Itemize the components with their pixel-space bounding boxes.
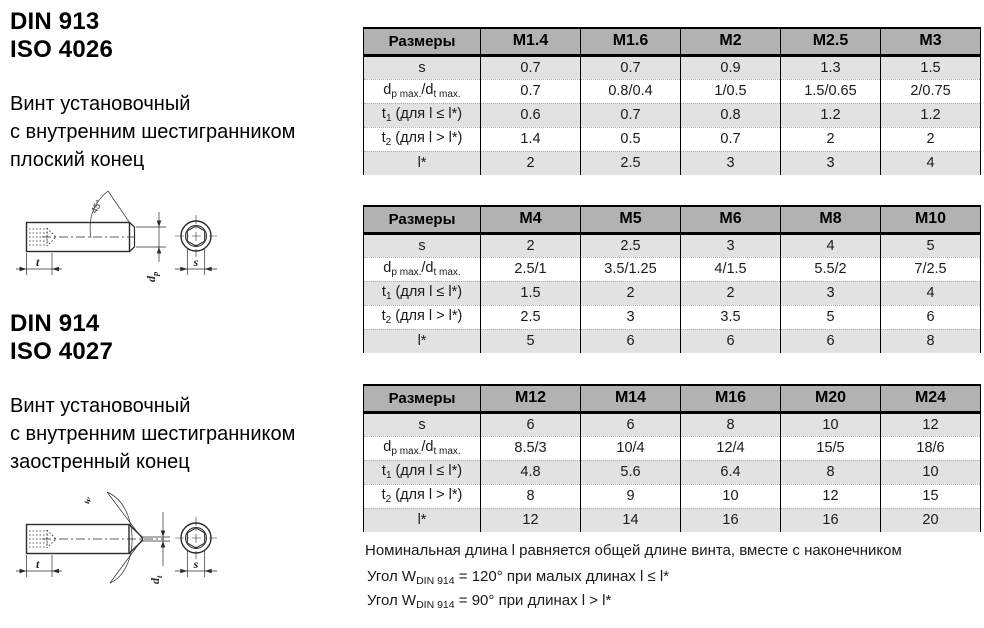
- value-cell: 3.5: [681, 305, 781, 329]
- dimensions-table-m1_4-m3: [363, 27, 981, 175]
- left-column: [0, 0, 352, 628]
- value-cell: 1.5: [481, 281, 581, 305]
- col-header: M14: [581, 385, 681, 412]
- description-line: заостренный конец: [10, 451, 190, 473]
- description-cone-point: [10, 392, 352, 476]
- cone-point-screw-drawing: [12, 484, 244, 586]
- row-lstar: [364, 508, 981, 532]
- row-label-dp-dt: $d_{p max.}/d_{t max.}$: [364, 257, 481, 281]
- value-cell: 10: [781, 412, 881, 436]
- row-t1: [364, 103, 981, 127]
- row-label-dp-dt: $d_{p max.}/d_{t max.}$: [364, 79, 481, 103]
- value-cell: 1.2: [881, 103, 981, 127]
- value-cell: 14: [581, 508, 681, 532]
- iso-number-4026: ISO 4026: [10, 36, 114, 63]
- note-angle-120: Угол $W_{DIN 914} = 120^\circ$ при малых длинах l ≤ l*: [367, 568, 670, 587]
- value-cell: 2.5: [581, 233, 681, 257]
- note-angle-90: Угол $W_{DIN 914} = 90^\circ$ при длинах l > l*: [367, 592, 612, 611]
- col-header: M4: [481, 206, 581, 233]
- value-cell: 0.7: [581, 103, 681, 127]
- dimension-label-s: s: [193, 255, 199, 269]
- value-cell: 4: [781, 233, 881, 257]
- value-cell: 12: [781, 484, 881, 508]
- value-cell: 1.5/0.65: [781, 79, 881, 103]
- row-t2: [364, 127, 981, 151]
- row-label-lstar: l*: [364, 508, 481, 532]
- col-header: M3: [881, 28, 981, 55]
- din-number-914: DIN 914: [10, 310, 100, 337]
- row-t1: [364, 460, 981, 484]
- row-lstar: [364, 151, 981, 175]
- standard-heading-din914: [10, 310, 352, 366]
- value-cell: 3.5/1.25: [581, 257, 681, 281]
- value-cell: 20: [881, 508, 981, 532]
- value-cell: 3: [681, 151, 781, 175]
- row-label-s: s: [364, 412, 481, 436]
- row-dp-dt: [364, 257, 981, 281]
- value-cell: 3: [681, 233, 781, 257]
- col-header: M20: [781, 385, 881, 412]
- row-label-dp-dt: $d_{p max.}/d_{t max.}$: [364, 436, 481, 460]
- value-cell: 4: [881, 281, 981, 305]
- col-header: M10: [881, 206, 981, 233]
- description-line: Винт установочный: [10, 93, 191, 115]
- value-cell: 3: [581, 305, 681, 329]
- value-cell: 0.5: [581, 127, 681, 151]
- value-cell: 2.5: [581, 151, 681, 175]
- value-cell: 6: [481, 412, 581, 436]
- value-cell: 8: [881, 329, 981, 353]
- value-cell: 8: [481, 484, 581, 508]
- value-cell: 5: [781, 305, 881, 329]
- angle-label-w: w: [81, 494, 95, 507]
- dimension-label-dp: $d_p$: [144, 271, 160, 282]
- value-cell: 10/4: [581, 436, 681, 460]
- col-header: M2.5: [781, 28, 881, 55]
- value-cell: 1.5: [881, 55, 981, 79]
- value-cell: 7/2.5: [881, 257, 981, 281]
- description-line: с внутренним шестигранником: [10, 423, 296, 445]
- row-label-t1: $t_1$ (для l ≤ l*): [364, 103, 481, 127]
- tables-column: [352, 0, 984, 628]
- value-cell: 2: [681, 281, 781, 305]
- value-cell: 0.7: [481, 79, 581, 103]
- row-t2: [364, 305, 981, 329]
- value-cell: 15/5: [781, 436, 881, 460]
- row-label-t2: $t_2$ (для l > l*): [364, 484, 481, 508]
- din-number-913: DIN 913: [10, 8, 100, 35]
- header-row: [364, 385, 981, 412]
- row-s: [364, 412, 981, 436]
- side-view: [16, 191, 217, 275]
- value-cell: 16: [781, 508, 881, 532]
- value-cell: 6: [581, 329, 681, 353]
- row-label-t1: $t_1$ (для l ≤ l*): [364, 281, 481, 305]
- col-header: M16: [681, 385, 781, 412]
- value-cell: 5.5/2: [781, 257, 881, 281]
- size-column-header: Размеры: [364, 28, 481, 55]
- value-cell: 2.5: [481, 305, 581, 329]
- value-cell: 0.7: [581, 55, 681, 79]
- row-t1: [364, 281, 981, 305]
- row-label-t2: $t_2$ (для l > l*): [364, 305, 481, 329]
- flat-point-screw-drawing: [12, 182, 244, 284]
- value-cell: 2/0.75: [881, 79, 981, 103]
- value-cell: 0.7: [681, 127, 781, 151]
- value-cell: 12: [881, 412, 981, 436]
- col-header: M8: [781, 206, 881, 233]
- col-header: M5: [581, 206, 681, 233]
- side-view: [16, 492, 217, 583]
- col-header: M1.4: [481, 28, 581, 55]
- value-cell: 6: [781, 329, 881, 353]
- value-cell: 5: [481, 329, 581, 353]
- value-cell: 8: [681, 412, 781, 436]
- description-line: Винт установочный: [10, 395, 191, 417]
- row-dp-dt: [364, 436, 981, 460]
- dimensions-table-m4-m10: [363, 205, 981, 353]
- dimension-arrows: [20, 531, 212, 574]
- value-cell: 2: [581, 281, 681, 305]
- value-cell: 3: [781, 151, 881, 175]
- value-cell: 2.5/1: [481, 257, 581, 281]
- header-row: [364, 206, 981, 233]
- value-cell: 1.2: [781, 103, 881, 127]
- size-column-header: Размеры: [364, 385, 481, 412]
- col-header: M12: [481, 385, 581, 412]
- value-cell: 1.3: [781, 55, 881, 79]
- header-row: [364, 28, 981, 55]
- description-line: с внутренним шестигранником: [10, 121, 296, 143]
- description-line: плоский конец: [10, 149, 145, 171]
- value-cell: 4.8: [481, 460, 581, 484]
- value-cell: 1/0.5: [681, 79, 781, 103]
- iso-number-4027: ISO 4027: [10, 338, 114, 365]
- row-t2: [364, 484, 981, 508]
- value-cell: 4: [881, 151, 981, 175]
- dimensions-table-m12-m24: [363, 384, 981, 532]
- row-label-lstar: l*: [364, 329, 481, 353]
- row-s: [364, 233, 981, 257]
- value-cell: 15: [881, 484, 981, 508]
- value-cell: 10: [681, 484, 781, 508]
- value-cell: 2: [481, 233, 581, 257]
- description-flat-point: [10, 90, 352, 174]
- value-cell: 18/6: [881, 436, 981, 460]
- note-nominal-length: Номинальная длина l равняется общей длине винта, вместе с наконечником: [365, 542, 902, 559]
- row-label-t2: $t_2$ (для l > l*): [364, 127, 481, 151]
- value-cell: 6: [681, 329, 781, 353]
- value-cell: 16: [681, 508, 781, 532]
- value-cell: 0.9: [681, 55, 781, 79]
- row-label-lstar: l*: [364, 151, 481, 175]
- row-label-s: s: [364, 55, 481, 79]
- value-cell: 2: [881, 127, 981, 151]
- value-cell: 6: [581, 412, 681, 436]
- value-cell: 2: [781, 127, 881, 151]
- col-header: M2: [681, 28, 781, 55]
- value-cell: 0.6: [481, 103, 581, 127]
- value-cell: 10: [881, 460, 981, 484]
- dimension-label-t: t: [36, 557, 40, 571]
- row-label-s: s: [364, 233, 481, 257]
- size-column-header: Размеры: [364, 206, 481, 233]
- value-cell: 5.6: [581, 460, 681, 484]
- value-cell: 5: [881, 233, 981, 257]
- value-cell: 6: [881, 305, 981, 329]
- angle-label-45: 45°: [88, 198, 105, 215]
- dimension-label-t: t: [36, 255, 40, 269]
- value-cell: 0.7: [481, 55, 581, 79]
- col-header: M24: [881, 385, 981, 412]
- dimension-label-s: s: [193, 557, 199, 571]
- row-label-t1: $t_1$ (для l ≤ l*): [364, 460, 481, 484]
- value-cell: 12: [481, 508, 581, 532]
- value-cell: 3: [781, 281, 881, 305]
- dimension-label-dt: $d_t$: [148, 575, 164, 584]
- value-cell: 8: [781, 460, 881, 484]
- row-dp-dt: [364, 79, 981, 103]
- value-cell: 0.8: [681, 103, 781, 127]
- col-header: M6: [681, 206, 781, 233]
- value-cell: 6.4: [681, 460, 781, 484]
- value-cell: 2: [481, 151, 581, 175]
- value-cell: 8.5/3: [481, 436, 581, 460]
- standard-heading-din913: [10, 8, 352, 64]
- value-cell: 4/1.5: [681, 257, 781, 281]
- value-cell: 0.8/0.4: [581, 79, 681, 103]
- value-cell: 9: [581, 484, 681, 508]
- row-s: [364, 55, 981, 79]
- value-cell: 12/4: [681, 436, 781, 460]
- row-lstar: [364, 329, 981, 353]
- value-cell: 1.4: [481, 127, 581, 151]
- col-header: M1.6: [581, 28, 681, 55]
